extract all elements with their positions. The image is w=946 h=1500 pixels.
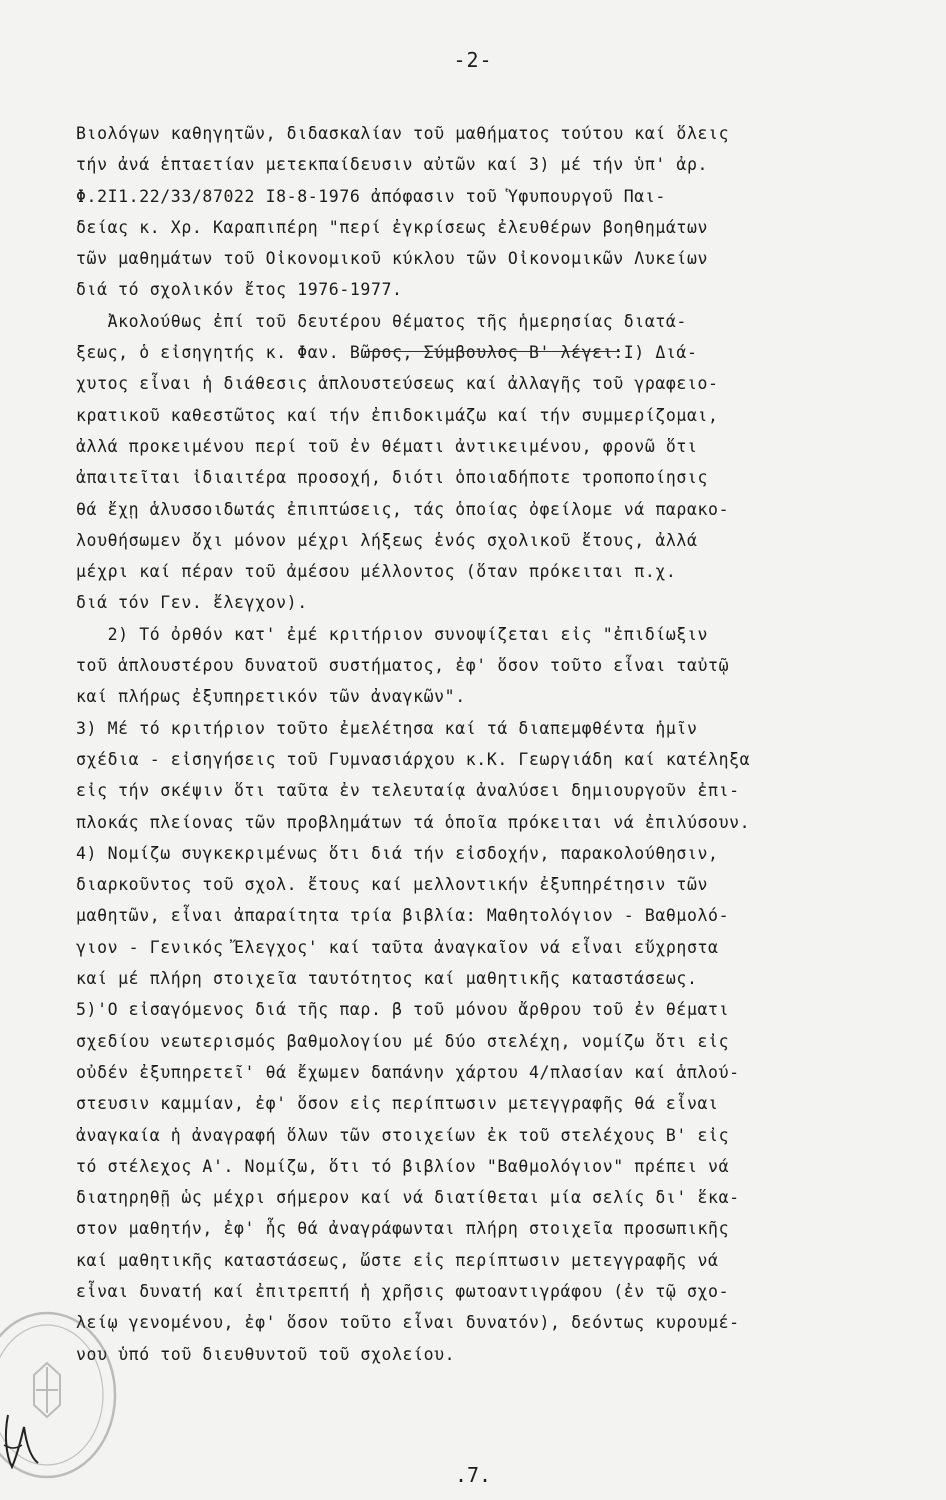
text-line: καί μαθητικῆς καταστάσεως, ὥστε εἰς περίπτωσιν μετεγγραφῆς νά: [76, 1250, 719, 1270]
text-line: νου ὑπό τοῦ διευθυντοῦ τοῦ σχολείου.: [76, 1344, 456, 1364]
text-line: εἶναι δυνατή καί ἐπιτρεπτή ἡ χρῆσις φωτοαντιγράφου (ἐν τῷ σχο-: [76, 1281, 730, 1301]
text-line: σχεδίου νεωτερισμός βαθμολογίου μέ δύο στελέχη, νομίζω ὅτι εἰς: [76, 1031, 730, 1051]
text-line: κρατικοῦ καθεστῶτος καί τήν ἐπιδοκιμάζω καί τήν συμμερίζομαι,: [76, 405, 719, 425]
text-line: διαρκοῦντος τοῦ σχολ. ἔτους καί μελλοντικήν ἐξυπηρέτησιν τῶν: [76, 875, 709, 895]
text-line: εἰς τήν σκέψιν ὅτι ταῦτα ἐν τελευταίᾳ ἀναλύσει δημιουργοῦν ἐπι-: [76, 781, 740, 801]
text-line: μαθητῶν, εἶναι ἀπαραίτητα τρία βιβλία: Μαθητολόγιον - Βαθμολό-: [76, 906, 730, 926]
text-line: τοῦ ἁπλουστέρου δυνατοῦ συστήματος, ἐφ' ὅσον τοῦτο εἶναι ταὐτῷ: [76, 656, 730, 676]
text-line: στον μαθητήν, ἐφ' ἧς θά ἀναγράφωνται πλήρη στοιχεῖα προσωπικῆς: [76, 1219, 730, 1239]
text-line: Βιολόγων καθηγητῶν, διδασκαλίαν τοῦ μαθήματος τούτου καί ὅλεις: [76, 124, 730, 143]
text-line: Φ.2Ι1.22/33/87022 Ι8-8-1976 ἀπόφασιν τοῦ Ὑφυπουργοῦ Παι-: [76, 186, 666, 206]
text-line: διά τό σχολικόν ἔτος 1976-1977.: [76, 280, 403, 300]
text-line: πλοκάς πλείονας τῶν προβλημάτων τά ὁποῖα πρόκειται νά ἐπιλύσουν.: [76, 812, 751, 832]
text-line: Ἀκολούθως ἐπί τοῦ δευτέρου θέματος τῆς ἡμερησίας διατά-: [76, 311, 687, 331]
text-line: τήν ἀνά ἑπταετίαν μετεκπαίδευσιν αὐτῶν καί 3) μέ τήν ὑπ' ἀρ.: [76, 155, 709, 175]
text-line: καί μέ πλήρη στοιχεῖα ταυτότητος καί μαθητικῆς καταστάσεως.: [76, 969, 698, 989]
text-line: 2) Τό ὀρθόν κατ' ἐμέ κριτήριον συνοψίζεται εἰς "ἐπιδίωξιν: [76, 624, 709, 644]
text-line: διά τόν Γεν. ἔλεγχον).: [76, 593, 308, 613]
text-line: διατηρηθῇ ὡς μέχρι σήμερον καί νά διατίθεται μία σελίς δι' ἕκα-: [76, 1188, 740, 1208]
text-line: λείῳ γενομένου, ἐφ' ὅσον τοῦτο εἶναι δυνατόν), δεόντως κυρουμέ-: [76, 1313, 740, 1333]
page-number: -2-: [453, 48, 493, 72]
text-line: γιον - Γενικός Ἔλεγχος' καί ταῦτα ἀναγκαῖον νά εἶναι εὔχρηστα: [76, 937, 719, 957]
text-line: ἀλλά προκειμένου περί τοῦ ἐν θέματι ἀντικειμένου, φρονῶ ὅτι: [76, 436, 698, 456]
text-line: ἀπαιτεῖται ἰδιαιτέρα προσοχή, διότι ὁποιαδήποτε τροποποίησις: [76, 468, 709, 488]
text-line: 3) Μέ τό κριτήριον τοῦτο ἐμελέτησα καί τά διαπεμφθέντα ἡμῖν: [76, 718, 698, 738]
text-line: χυτος εἶναι ἡ διάθεσις ἁπλουστεύσεως καί ἀλλαγῆς τοῦ γραφειο-: [76, 374, 719, 394]
underline-rule: [364, 351, 620, 352]
text-line: μέχρι καί πέραν τοῦ ἀμέσου μέλλοντος (ὅταν πρόκειται π.χ.: [76, 562, 677, 582]
text-line: 4) Νομίζω συγκεκριμένως ὅτι διά τήν εἰσδοχήν, παρακολούθησιν,: [76, 843, 719, 863]
text-line: 5)'Ο εἰσαγόμενος διά τῆς παρ. β τοῦ μόνου ἄρθρου τοῦ ἐν θέματι: [76, 1000, 730, 1020]
text-line: σχέδια - εἰσηγήσεις τοῦ Γυμνασιάρχου κ.Κ. Γεωργιάδη καί κατέληξα: [76, 749, 751, 769]
text-line: ἀναγκαία ἡ ἀναγραφή ὅλων τῶν στοιχείων ἐκ τοῦ στελέχους Β' εἰς: [76, 1125, 730, 1145]
text-line: λουθήσωμεν ὄχι μόνον μέχρι λήξεως ἑνός σχολικοῦ ἔτους, ἀλλά: [76, 530, 698, 550]
continuation-mark: .7.: [454, 1463, 492, 1487]
text-line: καί πλήρως ἐξυπηρετικόν τῶν ἀναγκῶν".: [76, 687, 466, 707]
signature-mark-icon: [0, 1405, 46, 1475]
text-line: οὐδέν ἐξυπηρετεῖ' θά ἔχωμεν δαπάνην χάρτου 4/πλασίαν καί ἁπλού-: [76, 1062, 740, 1082]
text-line: στευσιν καμμίαν, ἐφ' ὅσον εἰς περίπτωσιν μετεγγραφῆς θά εἶναι: [76, 1094, 719, 1114]
text-line: δείας κ. Χρ. Καραπιπέρη "περί ἐγκρίσεως ἐλευθέρων βοηθημάτων: [76, 217, 709, 237]
text-line: τό στέλεχος Α'. Νομίζω, ὅτι τό βιβλίον "Βαθμολόγιον" πρέπει νά: [76, 1156, 730, 1176]
text-line: ξεως, ὁ εἰσηγητής κ. Φαν. Βῶρος, Σύμβουλος Β' λέγει:Ι) Διά-: [76, 343, 698, 363]
document-body: [76, 118, 912, 1370]
text-line: τῶν μαθημάτων τοῦ Οἰκονομικοῦ κύκλου τῶν Οἰκονομικῶν Λυκείων: [76, 249, 709, 269]
text-line: θά ἔχῃ ἁλυσσοιδωτάς ἐπιπτώσεις, τάς ὁποίας ὀφείλομε νά παρακο-: [76, 499, 730, 519]
